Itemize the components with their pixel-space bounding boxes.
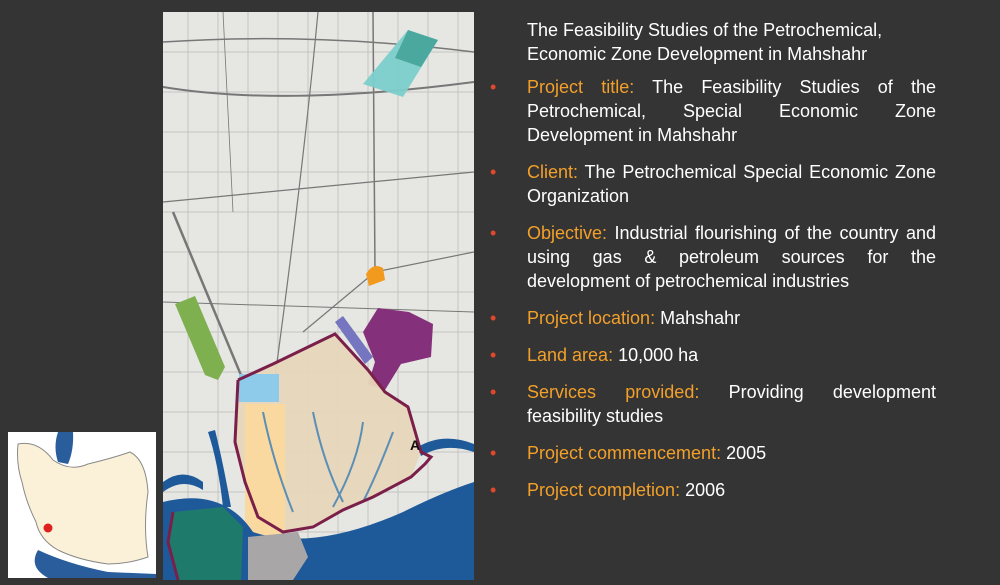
bullet-icon: •	[490, 382, 497, 402]
bullet-icon: •	[490, 480, 497, 500]
list-item-project-location	[490, 306, 936, 330]
item-label: Client:	[527, 162, 579, 182]
site-map-graphic	[163, 12, 474, 580]
heading-line-1: The Feasibility Studies of the Petrochemical,	[527, 20, 883, 40]
slide-heading	[527, 18, 936, 66]
parcel-darkgreen	[168, 507, 243, 580]
bullet-icon: •	[490, 162, 497, 182]
bullet-icon: •	[490, 223, 497, 243]
list-item-land-area	[490, 343, 936, 367]
item-label: Project commencement:	[527, 443, 722, 463]
item-value: The Feasibility Studies of the Petrochemical, Special Economic Zone Development in Mahshahr	[527, 77, 936, 145]
list-item-project-title	[490, 75, 936, 147]
item-label: Project location:	[527, 308, 656, 328]
item-value: Providing development feasibility studies	[527, 382, 936, 426]
item-label: Objective:	[527, 223, 608, 243]
item-value: 2005	[726, 443, 767, 463]
list-item-objective	[490, 221, 936, 293]
details-list	[490, 75, 936, 502]
bullet-icon: •	[490, 308, 497, 328]
heading-line-2: Economic Zone Development in Mahshahr	[527, 44, 868, 64]
map-marker-label: A	[410, 437, 421, 453]
item-label: Project title:	[527, 77, 635, 97]
item-value: 2006	[685, 480, 726, 500]
location-marker-icon	[44, 524, 53, 533]
bullet-icon: •	[490, 345, 497, 365]
list-item-project-completion	[490, 478, 936, 502]
list-item-client	[490, 160, 936, 208]
project-details	[490, 18, 936, 515]
inset-location-map	[8, 432, 156, 578]
item-value: 10,000 ha	[618, 345, 699, 365]
inset-map-graphic	[8, 432, 156, 578]
item-label: Land area:	[527, 345, 614, 365]
site-map	[163, 12, 474, 580]
bullet-icon: •	[490, 77, 497, 97]
item-label: Project completion:	[527, 480, 681, 500]
item-value: Industrial flourishing of the country and using gas & petroleum sources for the development of petrochemical industries	[527, 223, 936, 291]
item-value: The Petrochemical Special Economic Zone Organization	[527, 162, 936, 206]
item-label: Services provided:	[527, 382, 700, 402]
list-item-project-commencement	[490, 441, 936, 465]
bullet-icon: •	[490, 443, 497, 463]
list-item-services-provided	[490, 380, 936, 428]
item-value: Mahshahr	[660, 308, 741, 328]
